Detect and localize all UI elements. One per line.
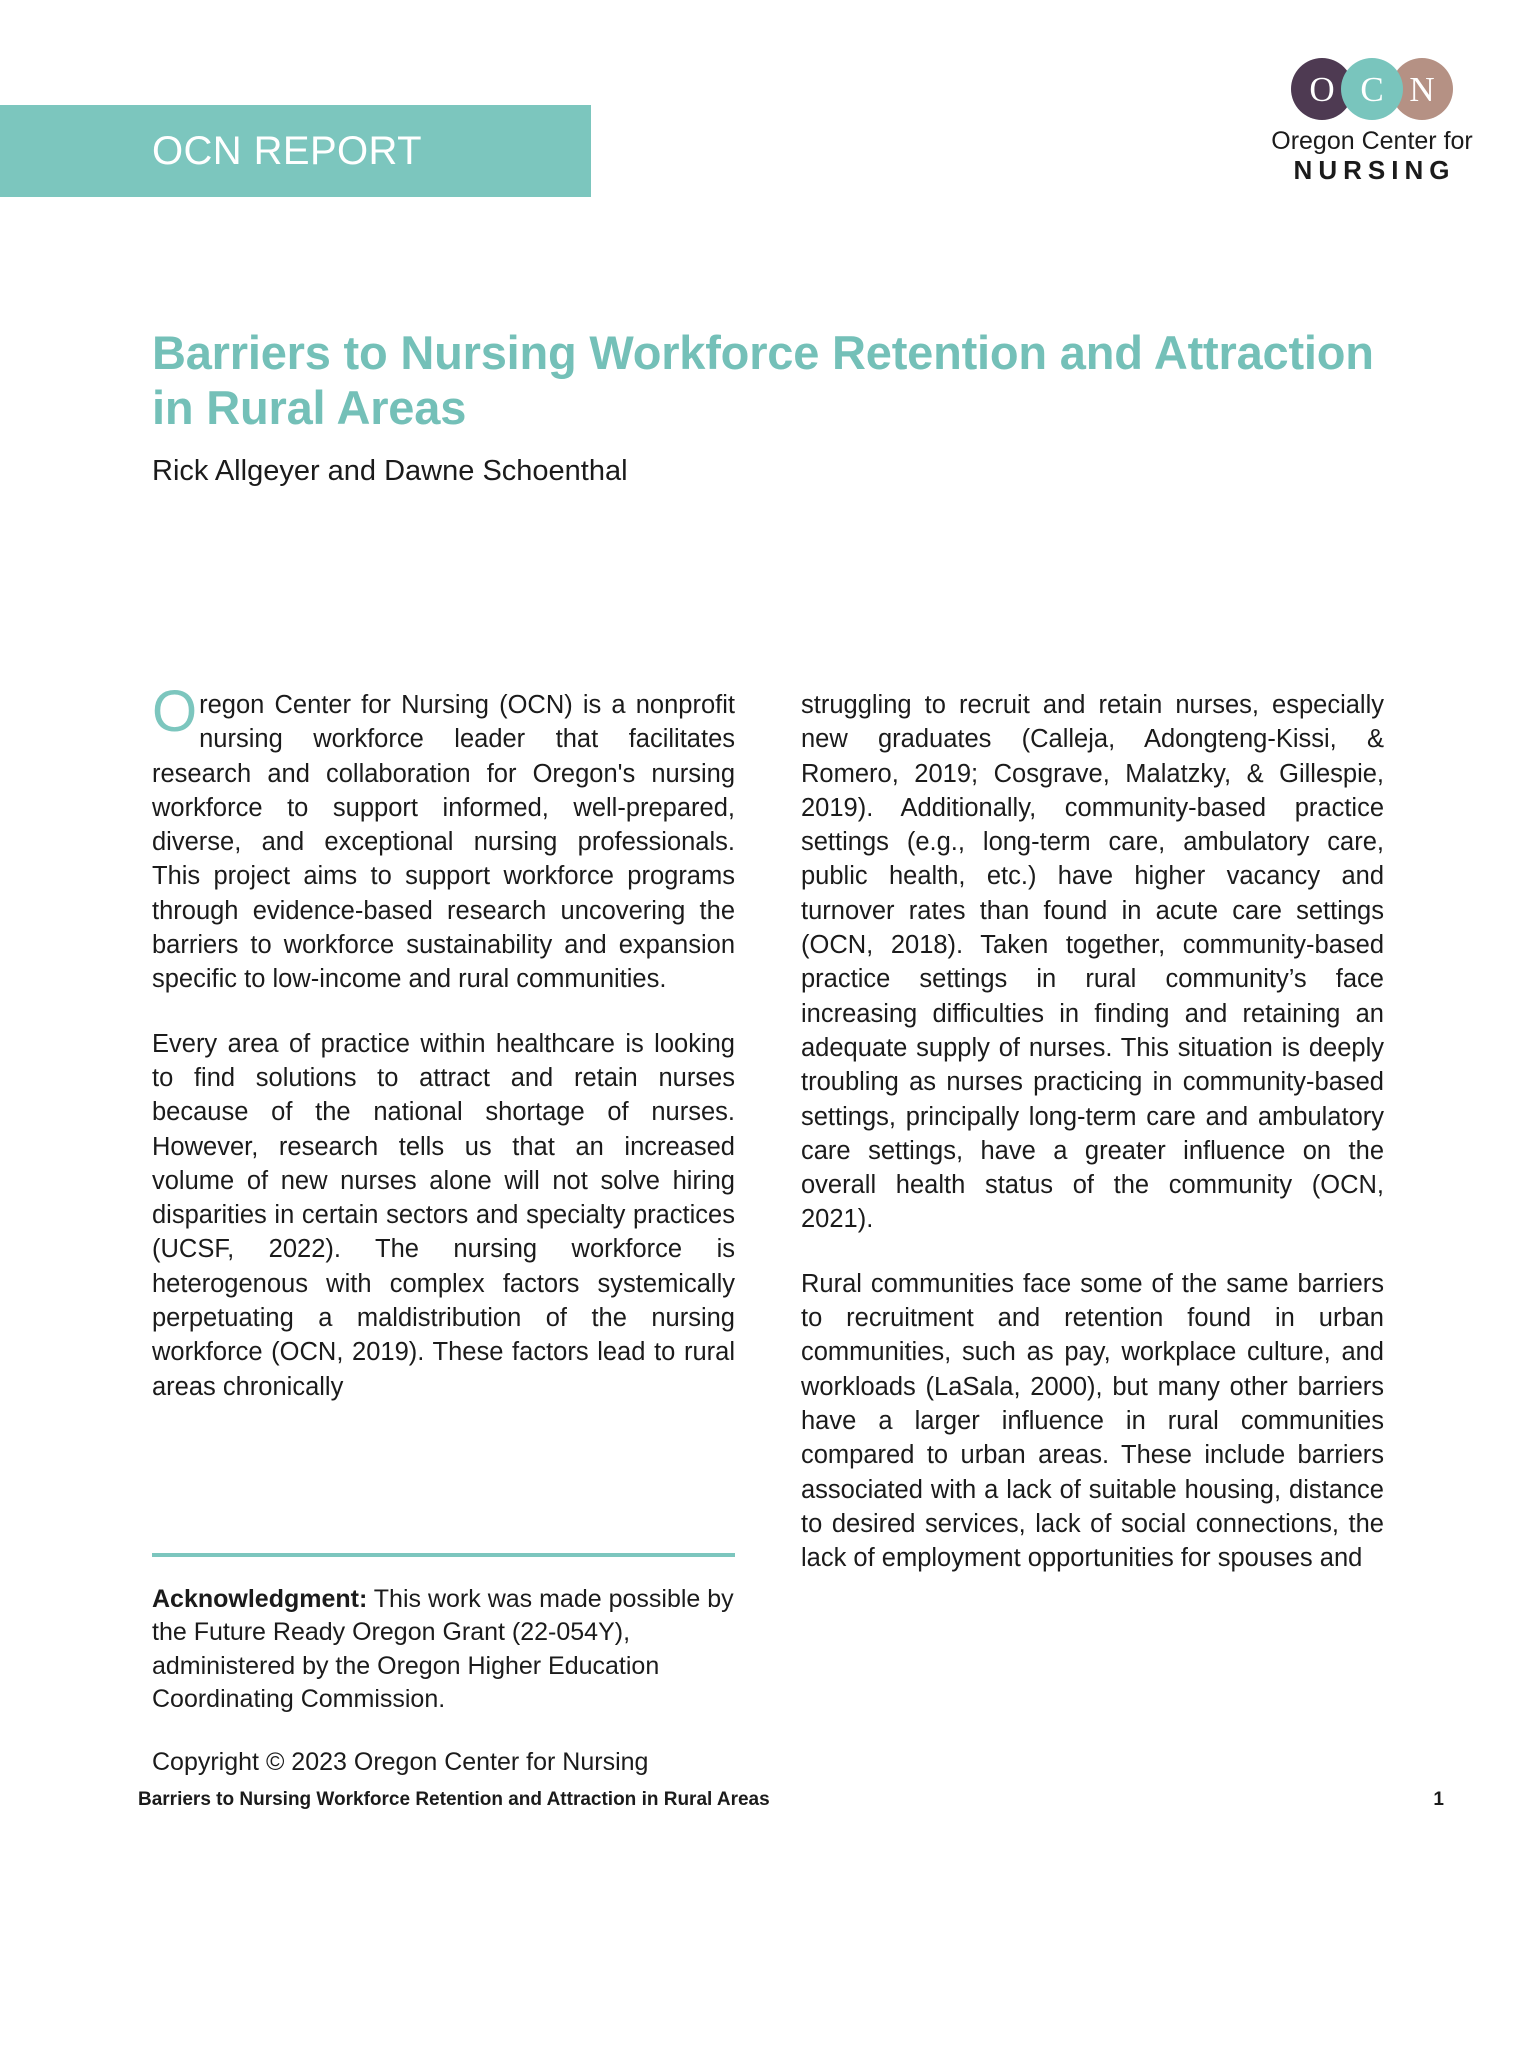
page-title: Barriers to Nursing Workforce Retention and Attraction in Rural Areas <box>152 326 1374 434</box>
left-column <box>152 679 735 1575</box>
logo-circles <box>1264 58 1480 120</box>
masthead <box>0 0 1536 215</box>
acknowledgment-divider <box>152 1553 735 1557</box>
logo-circle-o: O <box>1291 58 1353 120</box>
footer-page-number: 1 <box>1433 1789 1444 1810</box>
report-band-label: OCN REPORT <box>152 129 422 173</box>
right-column <box>801 688 1384 1575</box>
author-line: Rick Allgeyer and Dawne Schoenthal <box>152 455 628 488</box>
logo-circle-n: N <box>1391 58 1453 120</box>
page-footer <box>138 1789 1444 1811</box>
drop-cap: O <box>152 679 198 744</box>
left-paragraph-1 <box>152 679 735 997</box>
left-paragraph-1-text: regon Center for Nursing (OCN) is a nonprofit nursing workforce leader that facilitates research and collaboration for Oregon's nursing workforce to support informed, well-prepared, diverse, and exceptional nursing professionals. This project aims to support workforce programs through evidence-based research uncovering the barriers to workforce sustainability and expansion specific to low-income and rural communities. <box>152 691 735 994</box>
body-columns <box>152 679 1384 1575</box>
right-paragraph-1: struggling to recruit and retain nurses, especially new graduates (Calleja, Adongteng-Kissi, & Romero, 2019; Cosgrave, Malatzky, & Gillespie, 2019). Additionally, community-based practice settings (e.g., long-term care, ambulatory care, public health, etc.) have higher vacancy and turnover rates than found in acute care settings (OCN, 2018). Taken together, community-based practice settings in rural community’s face increasing difficulties in finding and retaining an adequate supply of nurses. This situation is deeply troubling as nurses practicing in community-based settings, principally long-term care and ambulatory care settings, have a greater influence on the overall health status of the community (OCN, 2021). <box>801 691 1384 1234</box>
acknowledgment-text <box>152 1583 735 1716</box>
logo-circle-c: C <box>1341 58 1403 120</box>
acknowledgment-body: This work was made possible by the Future Ready Oregon Grant (22-054Y), administered by the Oregon Higher Education Coordinating Commission. <box>152 1585 734 1713</box>
right-paragraph-2: Rural communities face some of the same barriers to recruitment and retention found in urban communities, such as pay, workplace culture, and workloads (LaSala, 2000), but many other barriers have a larger influence in rural communities compared to urban areas. These include barriers associated with a lack of suitable housing, distance to desired services, lack of social connections, the lack of employment opportunities for spouses and <box>801 1269 1384 1573</box>
copyright-line: Copyright © 2023 Oregon Center for Nursing <box>152 1748 649 1776</box>
acknowledgment-label: Acknowledgment: <box>152 1585 368 1613</box>
acknowledgment-block <box>152 1553 735 1779</box>
logo-text-oregon-center-for: Oregon Center for <box>1271 127 1473 155</box>
logo-text-nursing: NURSING <box>1293 154 1456 185</box>
ocn-logo <box>1264 58 1480 185</box>
report-band <box>0 105 591 197</box>
left-paragraph-2: Every area of practice within healthcare is looking to find solutions to attract and retain nurses because of the national shortage of nurses. However, research tells us that an increased volume of new nurses alone will not solve hiring disparities in certain sectors and specialty practices (UCSF, 2022). The nursing workforce is heterogenous with complex factors systemically perpetuating a maldistribution of the nursing workforce (OCN, 2019). These factors lead to rural areas chronically <box>152 1029 735 1401</box>
title-block <box>152 326 1384 488</box>
footer-running-title: Barriers to Nursing Workforce Retention and Attraction in Rural Areas <box>138 1789 770 1810</box>
